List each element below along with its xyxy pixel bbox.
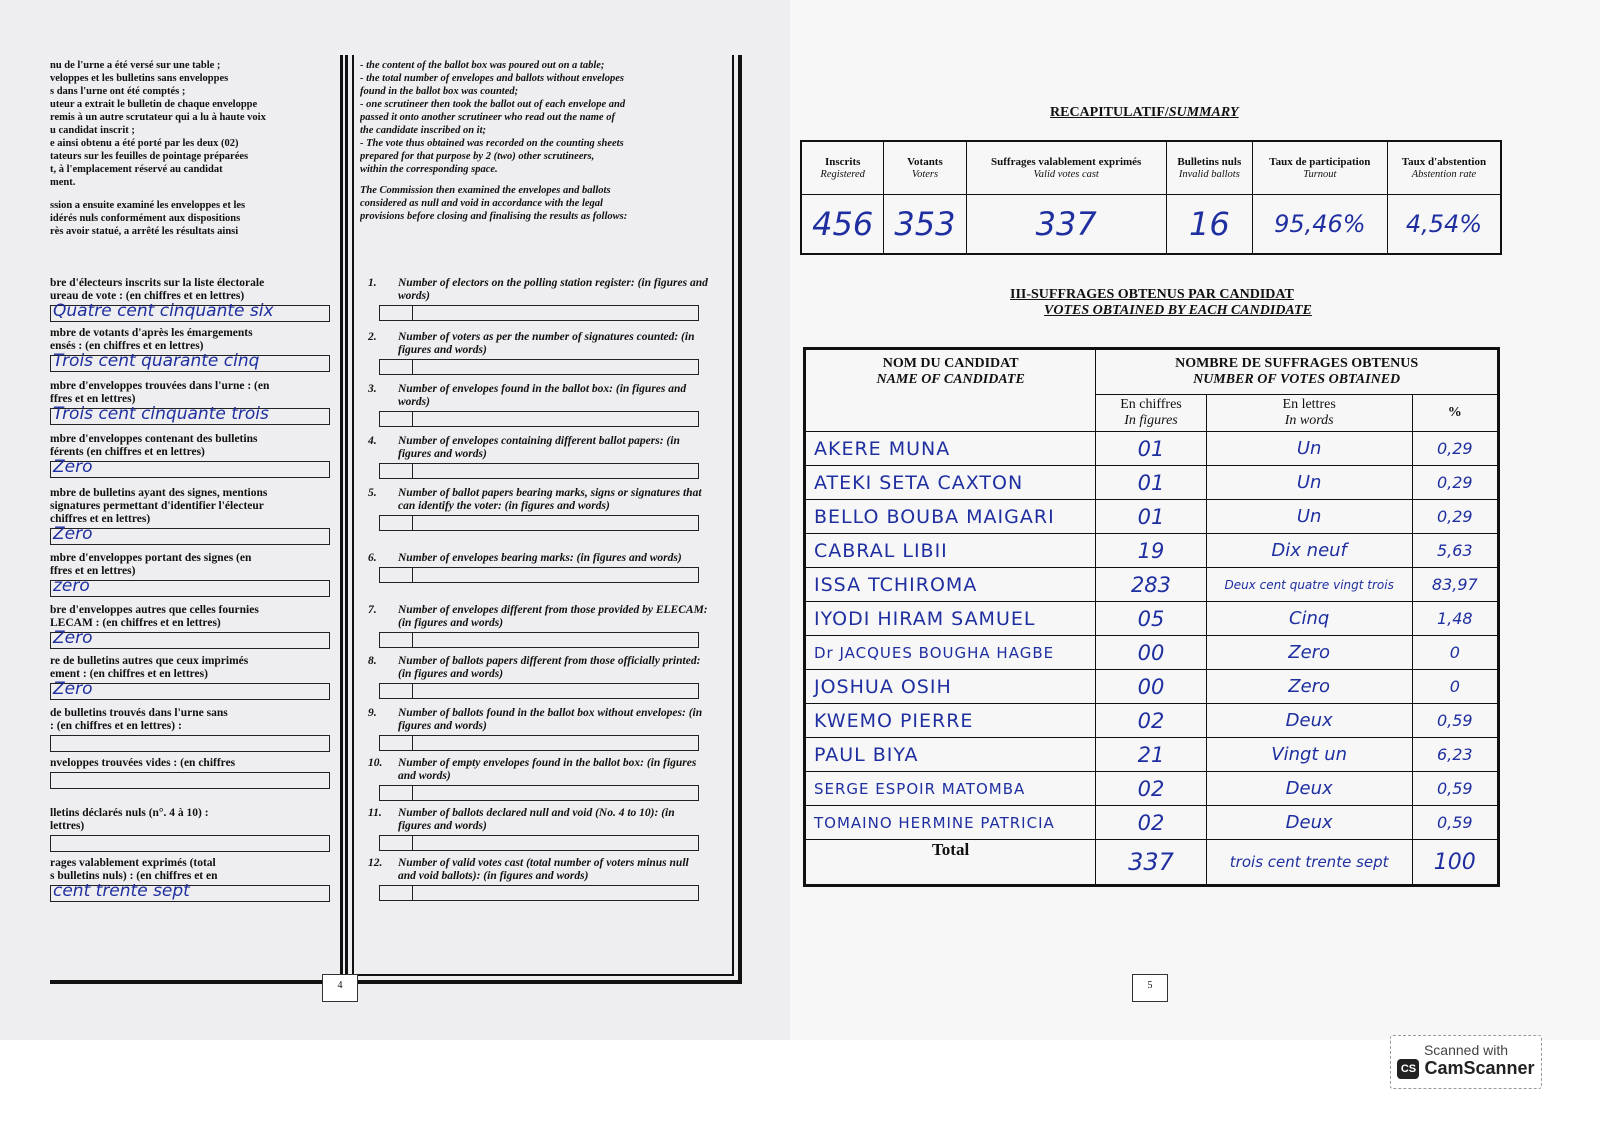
candidate-votes-words: Deux cent quatre vingt trois: [1206, 568, 1412, 602]
fr-form-item: [50, 327, 340, 372]
en-form-item: [368, 707, 709, 751]
fr-question-text: lletins déclarés nuls (n°. 4 à 10) :: [50, 807, 209, 819]
handwritten-answer: Trois cent quarante cinq: [53, 351, 260, 371]
candidate-row: [805, 704, 1499, 738]
fr-question-text: s bulletins nuls) : (en chiffres et en: [50, 870, 218, 882]
fr-form-item: [50, 757, 340, 789]
summary-header-cell: [884, 141, 966, 195]
fr-form-item: [50, 707, 340, 752]
candidate-row: [805, 466, 1499, 500]
fr-question-text: ffres et en lettres): [50, 565, 136, 577]
summary-header-cell: [1387, 141, 1501, 195]
en-form-item: [368, 487, 709, 531]
fr-question-text: : (en chiffres et en lettres) :: [50, 720, 182, 732]
fr-form-item: [50, 277, 340, 322]
total-label: Total: [805, 840, 1096, 886]
item-number: 5.: [368, 487, 377, 499]
item-number: 2.: [368, 331, 377, 343]
fr-question-text: re de bulletins autres que ceux imprimés: [50, 655, 249, 667]
summary-value: 337: [966, 195, 1166, 255]
en-question-text: Number of ballots declared null and void (No. 4 to 10): (in figures and words): [398, 807, 675, 832]
en-answer-box: [379, 885, 699, 901]
fr-question-text: bre d'électeurs inscrits sur la liste électorale: [50, 277, 265, 289]
summary-value: 16: [1166, 195, 1252, 255]
candidate-votes-figures: 02: [1096, 704, 1206, 738]
summary-header-cell: [1252, 141, 1387, 195]
page-number-left: 4: [322, 974, 358, 1002]
fr-form-item: [50, 552, 340, 597]
en-answer-box: [379, 305, 699, 321]
candidate-votes-figures: 01: [1096, 432, 1206, 466]
candidate-row: [805, 500, 1499, 534]
item-number: 4.: [368, 435, 377, 447]
en-answer-box: [379, 632, 699, 648]
summary-header-en: Voters: [911, 168, 939, 180]
en-question-text: Number of ballots found in the ballot box without envelopes: (in figures and words): [398, 707, 703, 732]
candidate-votes-figures: 283: [1096, 568, 1206, 602]
intro-line: - the content of the ballot box was poured out on a table;: [360, 60, 605, 71]
intro-line: rès avoir statué, a arrêté les résultats ainsi: [50, 226, 239, 237]
candidate-row: [805, 738, 1499, 772]
summary-value: 4,54%: [1387, 195, 1501, 255]
camscanner-logo-icon: CS: [1397, 1059, 1419, 1079]
en-answer-box: [379, 567, 699, 583]
handwritten-answer: cent trente sept: [53, 881, 190, 901]
fr-question-text: nveloppes trouvées vides : (en chiffres: [50, 757, 236, 769]
fr-question-text: signatures permettant d'identifier l'électeur: [50, 500, 264, 512]
header-candidate-name-fr: NOM DU CANDIDAT: [882, 356, 1019, 371]
intro-line: considered as null and void in accordance with the legal: [360, 198, 603, 209]
answer-box-divider: [412, 786, 413, 800]
header-candidate-name: [805, 349, 1096, 432]
summary-header-cell: [801, 141, 884, 195]
fr-form-item: [50, 487, 340, 545]
intro-line: remis à un autre scrutateur qui a lu à haute voix: [50, 112, 266, 123]
fr-answer-box: [50, 628, 330, 649]
item-number: 3.: [368, 383, 377, 395]
summary-title-fr: RECAPITULATIF/: [1050, 105, 1169, 120]
candidate-votes-figures: 00: [1096, 670, 1206, 704]
candidate-name: ATEKI SETA CAXTON: [805, 466, 1096, 500]
summary-title-en: SUMMARY: [1168, 105, 1239, 120]
candidate-votes-words: Deux: [1206, 806, 1412, 840]
candidate-percent: 0,29: [1412, 466, 1498, 500]
summary-header-cell: [966, 141, 1166, 195]
en-form-item: [368, 757, 709, 801]
fr-answer-box: [50, 735, 330, 752]
answer-box-divider: [412, 412, 413, 426]
fr-question-text: ensés : (en chiffres et en lettres): [50, 340, 204, 352]
fr-question-text: mbre de votants d'après les émargements: [50, 327, 253, 339]
candidate-row: [805, 806, 1499, 840]
en-answer-box: [379, 463, 699, 479]
total-figures: 337: [1096, 840, 1206, 886]
summary-value: 95,46%: [1252, 195, 1387, 255]
english-intro: [360, 59, 726, 176]
answer-box-divider: [412, 886, 413, 900]
candidate-percent: 5,63: [1412, 534, 1498, 568]
answer-box-divider: [412, 684, 413, 698]
candidate-votes-words: Vingt un: [1206, 738, 1412, 772]
candidate-votes-figures: 01: [1096, 466, 1206, 500]
candidate-votes-figures: 02: [1096, 806, 1206, 840]
fr-form-item: [50, 604, 340, 649]
english-intro-2: [360, 184, 726, 223]
answer-box-divider: [412, 306, 413, 320]
answer-box-divider: [412, 836, 413, 850]
intro-line: The Commission then examined the envelopes and ballots: [360, 185, 611, 196]
section-title-fr: III-SUFFRAGES OBTENUS PAR CANDIDAT: [1010, 287, 1294, 302]
candidate-votes-figures: 00: [1096, 636, 1206, 670]
en-question-text: Number of empty envelopes found in the ballot box: (in figures and words): [398, 757, 697, 782]
english-column: [345, 55, 742, 984]
fr-question-text: mbre de bulletins ayant des signes, mentions: [50, 487, 268, 499]
fr-form-item: [50, 807, 340, 852]
header-figures-fr: En chiffres: [1120, 397, 1182, 412]
candidate-name: IYODI HIRAM SAMUEL: [805, 602, 1096, 636]
answer-box-divider: [412, 736, 413, 750]
candidate-votes-figures: 21: [1096, 738, 1206, 772]
candidate-row: [805, 670, 1499, 704]
summary-value: 456: [801, 195, 884, 255]
header-votes-en: NUMBER OF VOTES OBTAINED: [1193, 372, 1401, 387]
fr-question-text: LECAM : (en chiffres et en lettres): [50, 617, 221, 629]
candidate-votes-words: Un: [1206, 432, 1412, 466]
candidate-votes-figures: 05: [1096, 602, 1206, 636]
header-words-fr: En lettres: [1282, 397, 1336, 412]
section-title-en: VOTES OBTAINED BY EACH CANDIDATE: [1044, 303, 1312, 318]
french-intro: [50, 59, 336, 189]
en-form-item: [368, 277, 709, 321]
intro-line: nu de l'urne a été versé sur une table ;: [50, 60, 221, 71]
fr-answer-box: [50, 835, 330, 852]
summary-table: [800, 140, 1502, 255]
candidate-votes-words: Deux: [1206, 704, 1412, 738]
en-form-item: [368, 655, 709, 699]
summary-header-en: Valid votes cast: [1033, 168, 1099, 180]
candidate-votes-words: Deux: [1206, 772, 1412, 806]
fr-answer-box: [50, 457, 330, 478]
summary-value: 353: [884, 195, 966, 255]
en-answer-box: [379, 683, 699, 699]
candidate-percent: 1,48: [1412, 602, 1498, 636]
fr-question-text: ement : (en chiffres et en lettres): [50, 668, 208, 680]
fr-question-text: férents (en chiffres et en lettres): [50, 446, 205, 458]
fr-question-text: mbre d'enveloppes portant des signes (en: [50, 552, 252, 564]
en-form-item: [368, 857, 709, 901]
candidate-row: [805, 534, 1499, 568]
intro-line: ssion a ensuite examiné les enveloppes et les: [50, 200, 246, 211]
handwritten-answer: Trois cent cinquante trois: [53, 404, 269, 424]
candidate-name: SERGE ESPOIR MATOMBA: [805, 772, 1096, 806]
handwritten-answer: Zero: [53, 524, 93, 544]
intro-line: veloppes et les bulletins sans enveloppes: [50, 73, 229, 84]
summary-header-cell: [1166, 141, 1252, 195]
summary-header-fr: Inscrits: [824, 155, 861, 168]
fr-form-item: [50, 655, 340, 700]
fr-question-text: mbre d'enveloppes trouvées dans l'urne : (en: [50, 380, 270, 392]
fr-answer-box: [50, 881, 330, 902]
watermark-line2: CamScanner: [1424, 1058, 1535, 1078]
candidate-name: TOMAINO HERMINE PATRICIA: [805, 806, 1096, 840]
candidate-name: AKERE MUNA: [805, 432, 1096, 466]
intro-line: - the total number of envelopes and ballots without envelopes: [360, 73, 624, 84]
header-candidate-name-en: NAME OF CANDIDATE: [876, 372, 1025, 387]
item-number: 8.: [368, 655, 377, 667]
item-number: 1.: [368, 277, 377, 289]
candidate-votes-words: Un: [1206, 466, 1412, 500]
intro-line: u candidat inscrit ;: [50, 125, 135, 136]
candidate-row: [805, 636, 1499, 670]
summary-header-row: [801, 141, 1501, 195]
fr-question-text: lettres): [50, 820, 85, 832]
summary-header-fr: Taux d'abstention: [1401, 155, 1487, 168]
candidate-votes-figures: 19: [1096, 534, 1206, 568]
fr-question-text: rages valablement exprimés (total: [50, 857, 216, 869]
fr-answer-box: [50, 351, 330, 372]
candidate-percent: 0,59: [1412, 772, 1498, 806]
item-number: 7.: [368, 604, 377, 616]
candidate-percent: 0,29: [1412, 500, 1498, 534]
candidate-percent: 0: [1412, 636, 1498, 670]
intro-line: t, à l'emplacement réservé au candidat: [50, 164, 223, 175]
candidate-percent: 83,97: [1412, 568, 1498, 602]
fr-answer-box: [50, 772, 330, 789]
intro-line: found in the ballot box was counted;: [360, 86, 519, 97]
summary-header-fr: Taux de participation: [1269, 155, 1371, 168]
header-words: [1206, 395, 1412, 432]
intro-line: tateurs sur les feuilles de pointage préparées: [50, 151, 249, 162]
intro-line: passed it onto another scrutineer who read out the name of: [360, 112, 615, 123]
summary-header-fr: Bulletins nuls: [1177, 155, 1242, 168]
en-question-text: Number of electors on the polling station register: (in figures and words): [398, 277, 708, 302]
handwritten-answer: Quatre cent cinquante six: [53, 301, 274, 321]
fr-question-text: mbre d'enveloppes contenant des bulletins: [50, 433, 258, 445]
en-answer-box: [379, 411, 699, 427]
candidate-votes-words: Un: [1206, 500, 1412, 534]
en-question-text: Number of envelopes different from those provided by ELECAM: (in figures and words): [398, 604, 708, 629]
candidate-name: CABRAL LIBII: [805, 534, 1096, 568]
answer-box-divider: [412, 568, 413, 582]
summary-header-fr: Suffrages valablement exprimés: [991, 155, 1142, 168]
fr-answer-box: [50, 301, 330, 322]
intro-line: - one scrutineer then took the ballot out of each envelope and: [360, 99, 626, 110]
en-form-item: [368, 435, 709, 479]
candidate-rows: [805, 432, 1499, 840]
en-form-item: [368, 552, 709, 583]
fr-answer-box: [50, 524, 330, 545]
fr-question-text: bre d'enveloppes autres que celles fournies: [50, 604, 259, 616]
en-answer-box: [379, 835, 699, 851]
candidate-name: KWEMO PIERRE: [805, 704, 1096, 738]
votes-table: [803, 347, 1500, 887]
header-votes-obtained: [1096, 349, 1499, 395]
fr-question-text: ffres et en lettres): [50, 393, 136, 405]
en-answer-box: [379, 735, 699, 751]
camscanner-watermark: [1390, 1035, 1542, 1089]
total-percent: 100: [1412, 840, 1498, 886]
item-number: 6.: [368, 552, 377, 564]
header-votes-fr: NOMBRE DE SUFFRAGES OBTENUS: [1175, 356, 1419, 371]
item-number: 10.: [368, 757, 383, 769]
fr-question-text: de bulletins trouvés dans l'urne sans: [50, 707, 228, 719]
header-percent: %: [1412, 395, 1498, 432]
fr-form-item: [50, 857, 340, 902]
section-title: [1010, 287, 1312, 319]
intro-line: idérés nuls conformément aux dispositions: [50, 213, 241, 224]
candidate-name: BELLO BOUBA MAIGARI: [805, 500, 1096, 534]
en-form-item: [368, 807, 709, 851]
candidate-row: [805, 568, 1499, 602]
candidate-votes-figures: 01: [1096, 500, 1206, 534]
fr-question-text: ureau de vote : (en chiffres et en lettres): [50, 290, 245, 302]
intro-line: the candidate inscribed on it;: [360, 125, 486, 136]
en-question-text: Number of voters as per the number of signatures counted: (in figures and words): [398, 331, 695, 356]
handwritten-answer: zero: [53, 576, 90, 596]
header-words-en: In words: [1284, 413, 1334, 428]
en-form-item: [368, 383, 709, 427]
fr-answer-box: [50, 404, 330, 425]
french-intro-2: [50, 199, 336, 238]
candidate-row: [805, 772, 1499, 806]
en-question-text: Number of valid votes cast (total number of voters minus null and void ballots): (in figures and words): [398, 857, 689, 882]
en-question-text: Number of ballot papers bearing marks, signs or signatures that can identify the voter: (in figures and words): [398, 487, 702, 512]
left-page: [0, 0, 790, 1040]
intro-line: prepared for that purpose by 2 (two) other scrutineers,: [360, 151, 595, 162]
watermark-line1: Scanned with: [1423, 1042, 1509, 1058]
french-column: [50, 55, 343, 984]
candidate-votes-words: Zero: [1206, 636, 1412, 670]
en-form-item: [368, 331, 709, 375]
answer-box-divider: [412, 360, 413, 374]
candidate-percent: 0,29: [1412, 432, 1498, 466]
candidate-percent: 0,59: [1412, 704, 1498, 738]
en-question-text: Number of envelopes found in the ballot box: (in figures and words): [398, 383, 687, 408]
watermark-line2-wrap: [1391, 1058, 1541, 1079]
intro-line: ment.: [50, 177, 76, 188]
intro-line: provisions before closing and finalising the results as follows:: [360, 211, 628, 222]
candidate-votes-words: Zero: [1206, 670, 1412, 704]
intro-line: within the corresponding space.: [360, 164, 498, 175]
fr-form-item: [50, 433, 340, 478]
answer-box-divider: [412, 464, 413, 478]
handwritten-answer: Zero: [53, 679, 93, 699]
answer-box-divider: [412, 516, 413, 530]
en-answer-box: [379, 515, 699, 531]
summary-header-en: Abstention rate: [1411, 168, 1477, 180]
candidate-votes-words: Cinq: [1206, 602, 1412, 636]
summary-header-en: Registered: [820, 168, 865, 180]
total-row: [805, 840, 1499, 886]
en-question-text: Number of envelopes bearing marks: (in figures and words): [398, 552, 682, 564]
page-number-right: 5: [1132, 974, 1168, 1002]
summary-title: [1050, 105, 1239, 121]
item-number: 9.: [368, 707, 377, 719]
fr-form-item: [50, 380, 340, 425]
header-figures: [1096, 395, 1206, 432]
candidate-name: JOSHUA OSIH: [805, 670, 1096, 704]
header-figures-en: In figures: [1124, 413, 1178, 428]
intro-line: - The vote thus obtained was recorded on the counting sheets: [360, 138, 624, 149]
candidate-percent: 0,59: [1412, 806, 1498, 840]
candidate-name: ISSA TCHIROMA: [805, 568, 1096, 602]
intro-line: uteur a extrait le bulletin de chaque enveloppe: [50, 99, 258, 110]
en-question-text: Number of ballots papers different from those officially printed: (in figures and words): [398, 655, 701, 680]
item-number: 11.: [368, 807, 382, 819]
candidate-percent: 6,23: [1412, 738, 1498, 772]
candidate-votes-figures: 02: [1096, 772, 1206, 806]
candidate-row: [805, 432, 1499, 466]
summary-header-en: Turnout: [1303, 168, 1337, 180]
intro-line: e ainsi obtenu a été porté par les deux (02): [50, 138, 239, 149]
fr-question-text: chiffres et en lettres): [50, 513, 151, 525]
handwritten-answer: Zero: [53, 628, 93, 648]
candidate-votes-words: Dix neuf: [1206, 534, 1412, 568]
candidate-name: PAUL BIYA: [805, 738, 1096, 772]
summary-header-fr: Votants: [907, 155, 943, 168]
total-words: trois cent trente sept: [1206, 840, 1412, 886]
en-question-text: Number of envelopes containing different ballot papers: (in figures and words): [398, 435, 680, 460]
handwritten-answer: Zero: [53, 457, 93, 477]
english-inner-frame: [352, 55, 734, 976]
intro-line: s dans l'urne ont été comptés ;: [50, 86, 186, 97]
candidate-row: [805, 602, 1499, 636]
summary-values-row: [801, 195, 1501, 255]
candidate-name: Dr JACQUES BOUGHA HAGBE: [805, 636, 1096, 670]
summary-header-en: Invalid ballots: [1178, 168, 1240, 180]
candidate-percent: 0: [1412, 670, 1498, 704]
en-form-item: [368, 604, 709, 648]
en-answer-box: [379, 359, 699, 375]
answer-box-divider: [412, 633, 413, 647]
en-answer-box: [379, 785, 699, 801]
item-number: 12.: [368, 857, 383, 869]
fr-answer-box: [50, 679, 330, 700]
votes-header-row: [805, 349, 1499, 395]
fr-answer-box: [50, 576, 330, 597]
